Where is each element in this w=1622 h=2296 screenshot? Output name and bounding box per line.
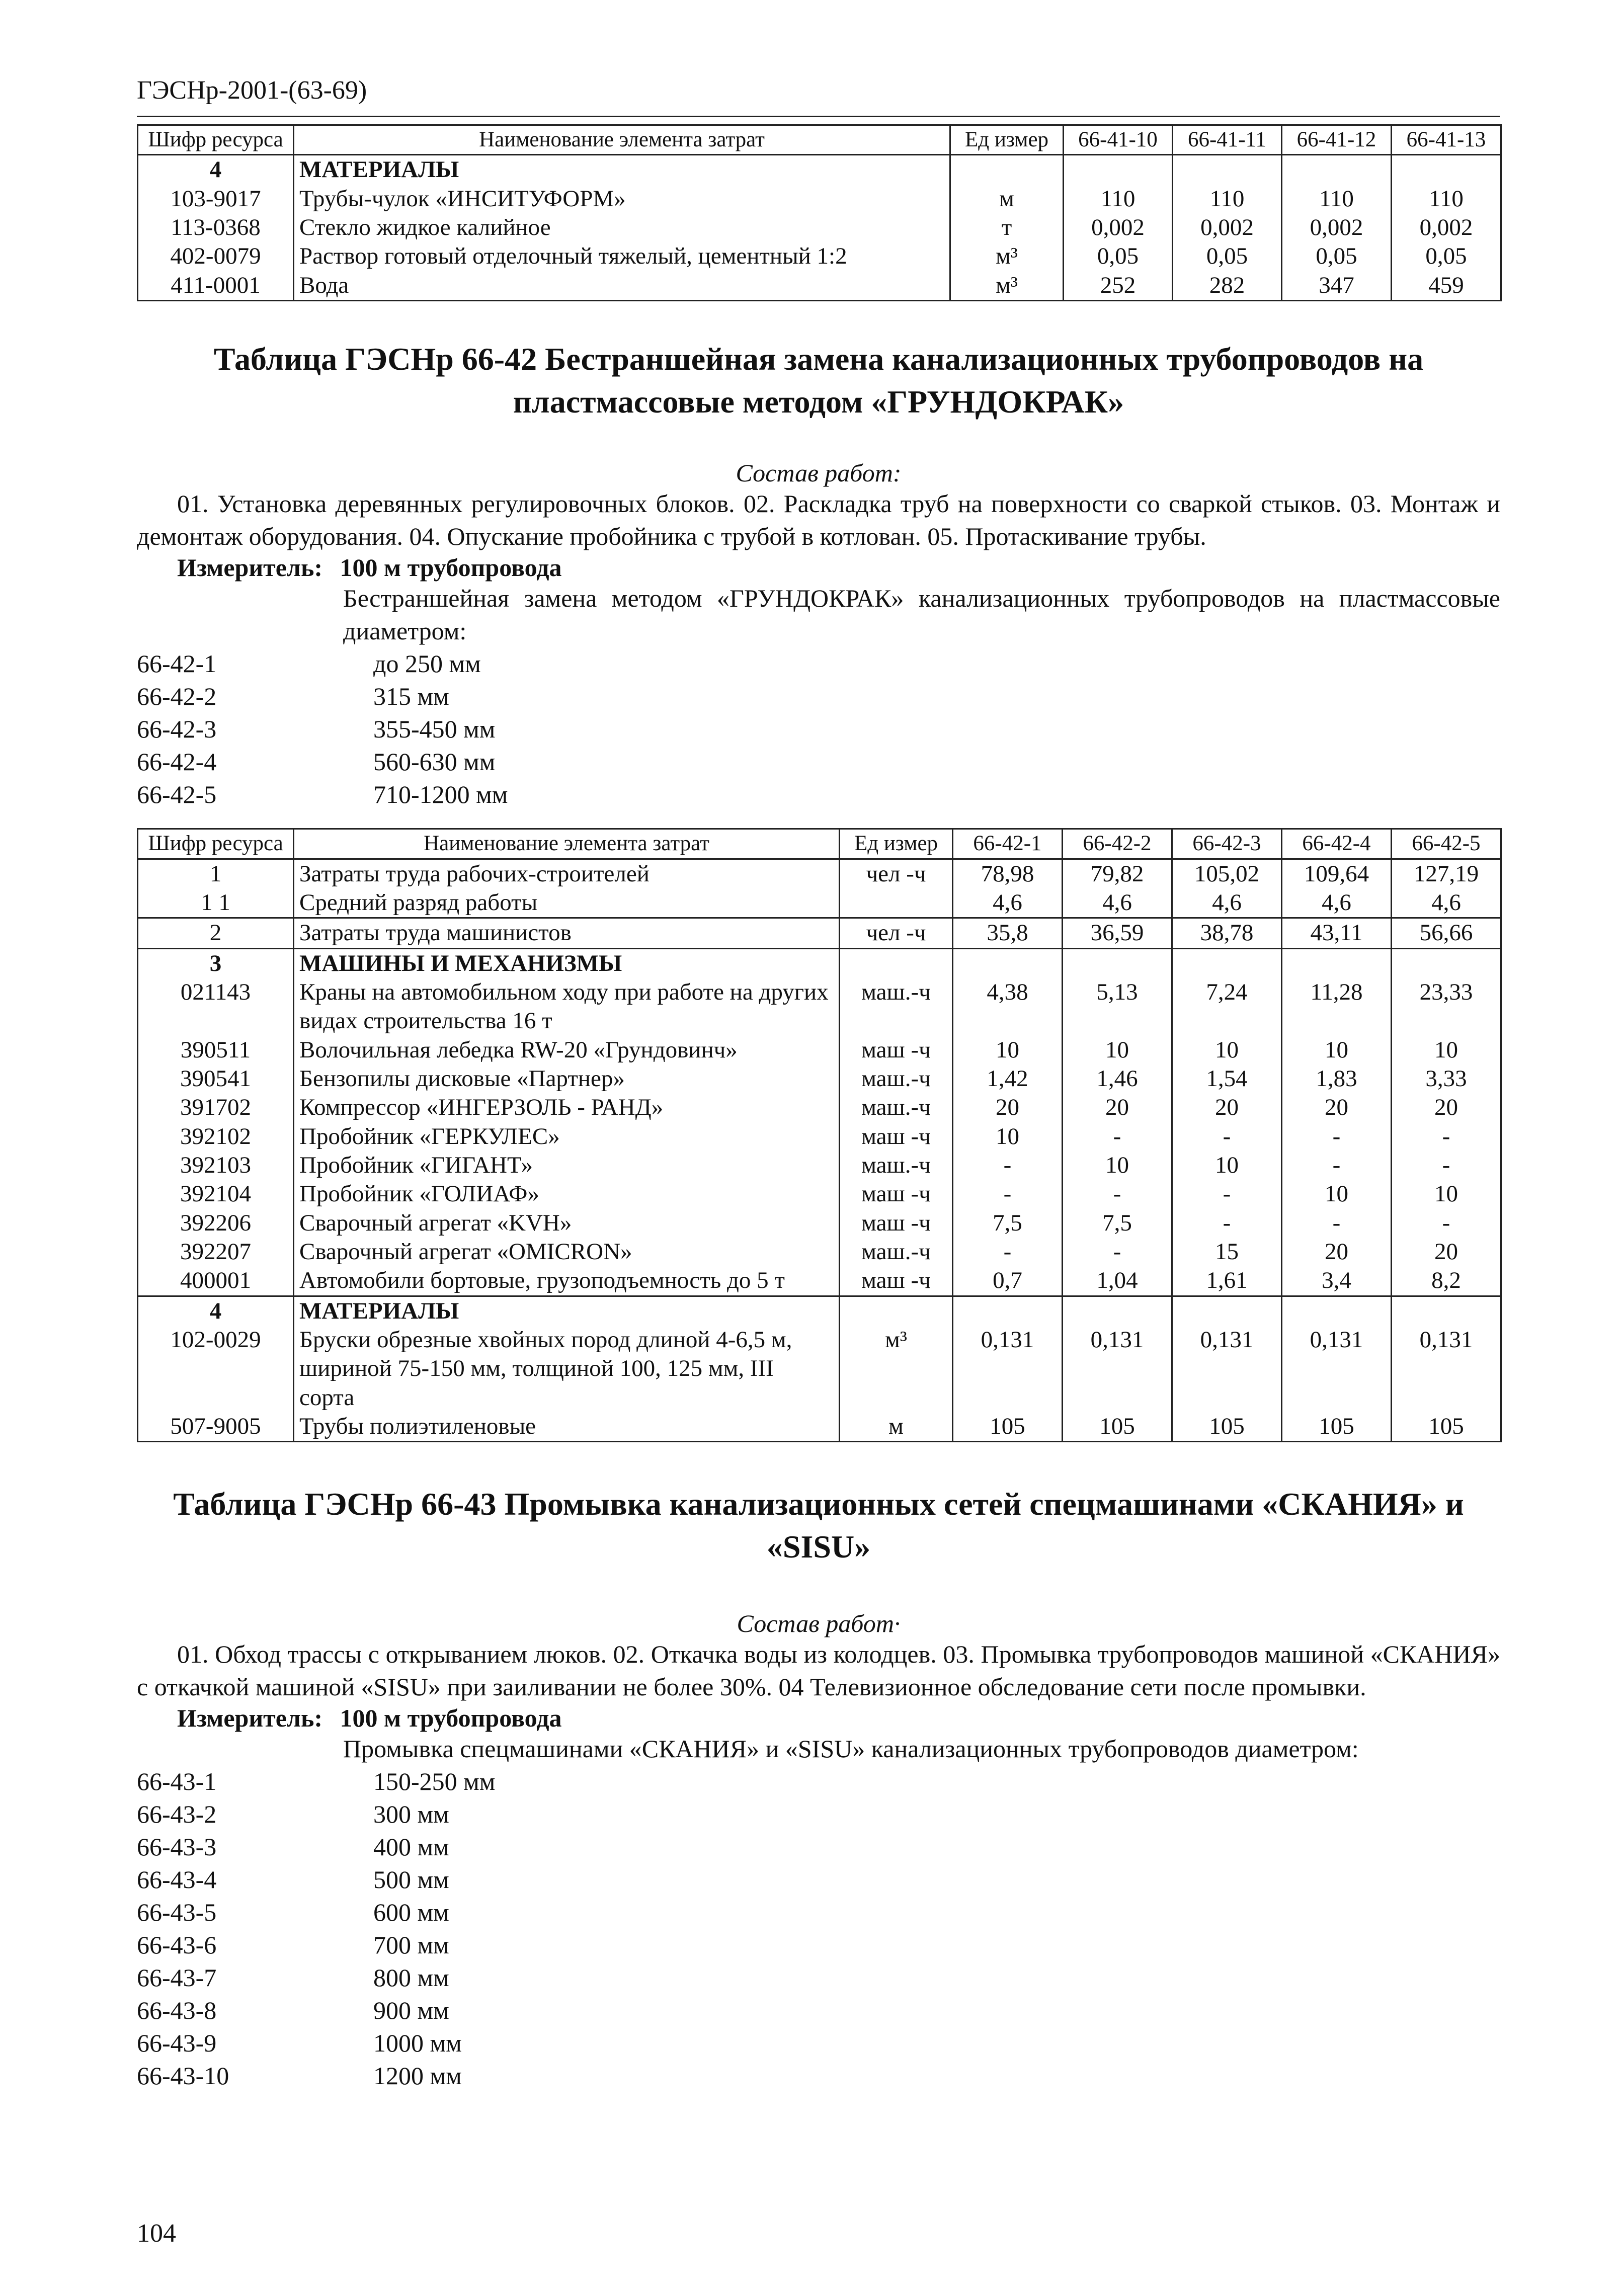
- unit: маш.-ч: [840, 978, 953, 1036]
- table-row: [138, 1326, 1501, 1412]
- cost-element-name: Краны на автомобильном ходу при работе на других видах строительства 16 т: [294, 978, 840, 1036]
- codes-list-66-43: [137, 1765, 1500, 2092]
- measure-line: [177, 1703, 1500, 1733]
- unit: маш.-ч: [840, 1238, 953, 1266]
- code-row: [137, 647, 1500, 680]
- cost-element-name: МАТЕРИАЛЫ: [294, 155, 950, 185]
- norm-code: 66-43-7: [137, 1963, 217, 1992]
- value-cell: 105: [1282, 1412, 1392, 1442]
- norm-code: 66-43-10: [137, 2061, 229, 2090]
- cost-element-name: Средний разряд работы: [294, 888, 840, 918]
- value-cell: 0,131: [1282, 1326, 1392, 1412]
- resource-code: 2: [138, 918, 294, 948]
- code-row: [137, 2060, 1500, 2092]
- table-row: [138, 271, 1501, 301]
- document-page: [137, 75, 1500, 2092]
- value-cell: [1282, 948, 1392, 978]
- value-cell: 0,131: [1172, 1326, 1282, 1412]
- value-cell: 10: [1063, 1151, 1172, 1180]
- norm-code: 66-43-4: [137, 1865, 217, 1894]
- code-row: [137, 1961, 1500, 1994]
- unit: маш -ч: [840, 1266, 953, 1296]
- column-header: 66-41-11: [1173, 125, 1282, 155]
- value-cell: -: [1063, 1238, 1172, 1266]
- works-description: 01. Обход трассы с открыванием люков. 02. Откачка воды из колодцев. 03. Промывка трубопроводов машиной «СКАНИЯ» с откачкой машиной «SISU» при заиливании не более 30%. 04 Телевизионное обследование сети после промывки.: [137, 1639, 1500, 1701]
- norm-description: 900 мм: [373, 1996, 449, 2024]
- norm-description: 1000 мм: [373, 2028, 462, 2057]
- unit: [840, 888, 953, 918]
- table-row: [138, 888, 1501, 918]
- value-cell: 459: [1392, 271, 1501, 301]
- norm-description: 300 мм: [373, 1799, 449, 1828]
- table-row: [138, 1064, 1501, 1093]
- value-cell: 7,24: [1172, 978, 1282, 1036]
- cost-element-name: Сварочный агрегат «OMICRON»: [294, 1238, 840, 1266]
- value-cell: 10: [1392, 1036, 1501, 1064]
- norm-code: 66-43-6: [137, 1930, 217, 1959]
- unit: [840, 948, 953, 978]
- value-cell: -: [953, 1180, 1063, 1208]
- cost-element-name: Компрессор «ИНГЕРЗОЛЬ - РАНД»: [294, 1093, 840, 1122]
- resource-code: 4: [138, 1296, 294, 1326]
- value-cell: 4,6: [1282, 888, 1392, 918]
- norm-code: 66-43-3: [137, 1832, 217, 1861]
- value-cell: 0,131: [953, 1326, 1063, 1412]
- value-cell: 105: [1172, 1412, 1282, 1442]
- norm-code: 66-42-2: [137, 682, 217, 711]
- unit: м: [840, 1412, 953, 1442]
- unit: маш -ч: [840, 1122, 953, 1151]
- cost-element-name: МАШИНЫ И МЕХАНИЗМЫ: [294, 948, 840, 978]
- value-cell: 1,61: [1172, 1266, 1282, 1296]
- value-cell: 10: [1282, 1180, 1392, 1208]
- resource-code: 400001: [138, 1266, 294, 1296]
- resource-code: 392207: [138, 1238, 294, 1266]
- value-cell: 4,6: [1392, 888, 1501, 918]
- codes-intro: Промывка спецмашинами «СКАНИЯ» и «SISU» канализационных трубопроводов диаметром:: [343, 1734, 1359, 1763]
- unit: м³: [840, 1326, 953, 1412]
- unit: чел -ч: [840, 918, 953, 948]
- value-cell: [1064, 155, 1173, 185]
- column-header: 66-41-10: [1064, 125, 1173, 155]
- table-row: [138, 185, 1501, 213]
- value-cell: 3,33: [1392, 1064, 1501, 1093]
- code-row: [137, 778, 1500, 811]
- column-header: 66-41-12: [1282, 125, 1392, 155]
- value-cell: 5,13: [1063, 978, 1172, 1036]
- measure-label: Измеритель:: [177, 1703, 323, 1732]
- table-row: [138, 242, 1501, 271]
- column-header: Ед измер: [840, 829, 953, 859]
- norm-code: 66-42-3: [137, 715, 217, 744]
- value-cell: 110: [1392, 185, 1501, 213]
- value-cell: 56,66: [1392, 918, 1501, 948]
- value-cell: [1392, 1296, 1501, 1326]
- measure-label: Измеритель:: [177, 553, 323, 582]
- unit: м³: [950, 271, 1064, 301]
- cost-element-name: Пробойник «ГОЛИАФ»: [294, 1180, 840, 1208]
- value-cell: 0,7: [953, 1266, 1063, 1296]
- code-row: [137, 1798, 1500, 1831]
- cost-element-name: Затраты труда рабочих-строителей: [294, 859, 840, 888]
- table-row: [138, 1093, 1501, 1122]
- value-cell: 109,64: [1282, 859, 1392, 888]
- unit: м³: [950, 242, 1064, 271]
- column-header: Шифр ресурса: [138, 829, 294, 859]
- value-cell: 4,6: [953, 888, 1063, 918]
- resource-code: 390511: [138, 1036, 294, 1064]
- cost-element-name: Автомобили бортовые, грузоподъемность до 5 т: [294, 1266, 840, 1296]
- cost-element-name: Пробойник «ГЕРКУЛЕС»: [294, 1122, 840, 1151]
- value-cell: 20: [1172, 1093, 1282, 1122]
- value-cell: 78,98: [953, 859, 1063, 888]
- value-cell: [953, 948, 1063, 978]
- unit: [840, 1296, 953, 1326]
- value-cell: -: [953, 1238, 1063, 1266]
- norm-code: 66-43-9: [137, 2028, 217, 2057]
- norm-code: 66-42-4: [137, 748, 217, 776]
- section-title-66-43: Таблица ГЭСНр 66-43 Промывка канализационных сетей спецмашинами «СКАНИЯ» и «SISU»: [173, 1486, 1464, 1565]
- column-header: 66-42-4: [1282, 829, 1392, 859]
- value-cell: -: [1063, 1122, 1172, 1151]
- table-row: [138, 918, 1501, 948]
- resource-code: 102-0029: [138, 1326, 294, 1412]
- works-label: Состав работ:: [736, 459, 902, 487]
- value-cell: -: [1282, 1122, 1392, 1151]
- column-header: Наименование элемента затрат: [294, 125, 950, 155]
- works-label: Состав работ·: [737, 1609, 901, 1637]
- value-cell: 4,6: [1172, 888, 1282, 918]
- value-cell: 20: [1392, 1093, 1501, 1122]
- norm-description: 600 мм: [373, 1898, 449, 1926]
- value-cell: 105,02: [1172, 859, 1282, 888]
- value-cell: [1063, 948, 1172, 978]
- value-cell: 0,002: [1282, 213, 1392, 242]
- table-row: [138, 1151, 1501, 1180]
- value-cell: -: [1392, 1209, 1501, 1238]
- unit: маш -ч: [840, 1036, 953, 1064]
- value-cell: 10: [953, 1122, 1063, 1151]
- value-cell: 4,6: [1063, 888, 1172, 918]
- value-cell: -: [1172, 1180, 1282, 1208]
- page-number: 104: [137, 2219, 176, 2248]
- value-cell: 1,54: [1172, 1064, 1282, 1093]
- table-row: [138, 155, 1501, 185]
- value-cell: [1392, 948, 1501, 978]
- norm-code: 66-42-5: [137, 780, 217, 809]
- value-cell: 20: [1282, 1238, 1392, 1266]
- cost-element-name: Бензопилы дисковые «Партнер»: [294, 1064, 840, 1093]
- header-row: [138, 829, 1501, 859]
- resource-code: 392103: [138, 1151, 294, 1180]
- norm-description: 800 мм: [373, 1963, 449, 1992]
- value-cell: -: [1172, 1122, 1282, 1151]
- value-cell: [1282, 1296, 1392, 1326]
- cost-element-name: МАТЕРИАЛЫ: [294, 1296, 840, 1326]
- table-row: [138, 1209, 1501, 1238]
- value-cell: 20: [1063, 1093, 1172, 1122]
- value-cell: 10: [1063, 1036, 1172, 1064]
- norm-description: 710-1200 мм: [373, 780, 508, 809]
- column-header: 66-42-1: [953, 829, 1063, 859]
- norm-description: до 250 мм: [373, 649, 481, 678]
- column-header: 66-42-2: [1063, 829, 1172, 859]
- value-cell: -: [1282, 1151, 1392, 1180]
- value-cell: 20: [1282, 1093, 1392, 1122]
- value-cell: 105: [1063, 1412, 1172, 1442]
- code-row: [137, 2027, 1500, 2060]
- value-cell: 23,33: [1392, 978, 1501, 1036]
- resource-code: 1 1: [138, 888, 294, 918]
- value-cell: 4,38: [953, 978, 1063, 1036]
- value-cell: 15: [1172, 1238, 1282, 1266]
- value-cell: 1,04: [1063, 1266, 1172, 1296]
- resource-code: 103-9017: [138, 185, 294, 213]
- norm-description: 500 мм: [373, 1865, 449, 1894]
- column-header: 66-42-3: [1172, 829, 1282, 859]
- unit: маш -ч: [840, 1180, 953, 1208]
- section-title-66-42: Таблица ГЭСНр 66-42 Бестраншейная замена канализационных трубопроводов на пластмассовые методом «ГРУНДОКРАК»: [213, 341, 1424, 420]
- unit: маш.-ч: [840, 1093, 953, 1122]
- value-cell: 20: [1392, 1238, 1501, 1266]
- measure-line: [177, 553, 1500, 582]
- value-cell: 10: [1282, 1036, 1392, 1064]
- column-header: Шифр ресурса: [138, 125, 294, 155]
- codes-intro: Бестраншейная замена методом «ГРУНДОКРАК» канализационных трубопроводов на пластмассовые диаметром:: [343, 584, 1500, 645]
- resource-code: 507-9005: [138, 1412, 294, 1442]
- value-cell: 10: [1392, 1180, 1501, 1208]
- resource-code: 392206: [138, 1209, 294, 1238]
- norm-description: 355-450 мм: [373, 715, 496, 744]
- running-head: ГЭСНр-2001-(63-69): [137, 75, 1500, 117]
- code-row: [137, 1831, 1500, 1863]
- codes-list-66-42: [137, 647, 1500, 811]
- value-cell: 11,28: [1282, 978, 1392, 1036]
- value-cell: 10: [1172, 1036, 1282, 1064]
- cost-element-name: Трубы-чулок «ИНСИТУФОРМ»: [294, 185, 950, 213]
- resource-code: 391702: [138, 1093, 294, 1122]
- value-cell: 10: [1172, 1151, 1282, 1180]
- table-row: [138, 1296, 1501, 1326]
- unit: м: [950, 185, 1064, 213]
- value-cell: 110: [1064, 185, 1173, 213]
- value-cell: 105: [953, 1412, 1063, 1442]
- code-row: [137, 1896, 1500, 1929]
- value-cell: [1282, 155, 1392, 185]
- value-cell: 0,05: [1064, 242, 1173, 271]
- table-row: [138, 1122, 1501, 1151]
- resource-code: 392104: [138, 1180, 294, 1208]
- value-cell: -: [953, 1151, 1063, 1180]
- value-cell: 38,78: [1172, 918, 1282, 948]
- value-cell: 110: [1173, 185, 1282, 213]
- code-row: [137, 680, 1500, 713]
- value-cell: 35,8: [953, 918, 1063, 948]
- column-header: 66-41-13: [1392, 125, 1501, 155]
- resource-code: 021143: [138, 978, 294, 1036]
- value-cell: 252: [1064, 271, 1173, 301]
- value-cell: 3,4: [1282, 1266, 1392, 1296]
- value-cell: [1172, 948, 1282, 978]
- value-cell: 0,131: [1392, 1326, 1501, 1412]
- code-row: [137, 1994, 1500, 2027]
- value-cell: 7,5: [1063, 1209, 1172, 1238]
- measure-value: 100 м трубопровода: [340, 1703, 562, 1732]
- unit: маш.-ч: [840, 1151, 953, 1180]
- value-cell: 79,82: [1063, 859, 1172, 888]
- value-cell: 1,46: [1063, 1064, 1172, 1093]
- value-cell: -: [1172, 1209, 1282, 1238]
- norm-code: 66-43-1: [137, 1767, 217, 1795]
- cost-element-name: Пробойник «ГИГАНТ»: [294, 1151, 840, 1180]
- cost-element-name: Стекло жидкое калийное: [294, 213, 950, 242]
- unit: чел -ч: [840, 859, 953, 888]
- unit: маш -ч: [840, 1209, 953, 1238]
- table-row: [138, 1238, 1501, 1266]
- value-cell: 110: [1282, 185, 1392, 213]
- code-row: [137, 746, 1500, 778]
- resource-code: 113-0368: [138, 213, 294, 242]
- cost-element-name: Вода: [294, 271, 950, 301]
- value-cell: 7,5: [953, 1209, 1063, 1238]
- norm-description: 400 мм: [373, 1832, 449, 1861]
- table-row: [138, 948, 1501, 978]
- value-cell: 282: [1173, 271, 1282, 301]
- norm-code: 66-43-5: [137, 1898, 217, 1926]
- value-cell: 36,59: [1063, 918, 1172, 948]
- norm-description: 560-630 мм: [373, 748, 496, 776]
- value-cell: 20: [953, 1093, 1063, 1122]
- norm-code: 66-43-8: [137, 1996, 217, 2024]
- column-header: Наименование элемента затрат: [294, 829, 840, 859]
- value-cell: 127,19: [1392, 859, 1501, 888]
- cost-element-name: Трубы полиэтиленовые: [294, 1412, 840, 1442]
- table-66-41: [137, 124, 1502, 301]
- norm-description: 700 мм: [373, 1930, 449, 1959]
- measure-value: 100 м трубопровода: [340, 553, 562, 582]
- cost-element-name: Сварочный агрегат «KVH»: [294, 1209, 840, 1238]
- table-row: [138, 213, 1501, 242]
- value-cell: [1173, 155, 1282, 185]
- value-cell: -: [1063, 1180, 1172, 1208]
- table-66-42: [137, 828, 1502, 1442]
- norm-code: 66-43-2: [137, 1799, 217, 1828]
- table-row: [138, 1266, 1501, 1296]
- value-cell: 0,131: [1063, 1326, 1172, 1412]
- value-cell: [953, 1296, 1063, 1326]
- header-row: [138, 125, 1501, 155]
- cost-element-name: Раствор готовый отделочный тяжелый, цементный 1:2: [294, 242, 950, 271]
- value-cell: [1392, 155, 1501, 185]
- value-cell: -: [1392, 1151, 1501, 1180]
- value-cell: 0,05: [1282, 242, 1392, 271]
- value-cell: 10: [953, 1036, 1063, 1064]
- resource-code: 411-0001: [138, 271, 294, 301]
- value-cell: 8,2: [1392, 1266, 1501, 1296]
- works-description: 01. Установка деревянных регулировочных блоков. 02. Раскладка труб на поверхности со сваркой стыков. 03. Монтаж и демонтаж оборудования. 04. Опускание пробойника с трубой в котлован. 05. Протаскивание трубы.: [137, 489, 1500, 551]
- cost-element-name: Затраты труда машинистов: [294, 918, 840, 948]
- norm-description: 315 мм: [373, 682, 449, 711]
- table-row: [138, 1412, 1501, 1442]
- resource-code: 402-0079: [138, 242, 294, 271]
- resource-code: 3: [138, 948, 294, 978]
- table-row: [138, 1180, 1501, 1208]
- value-cell: 0,002: [1173, 213, 1282, 242]
- resource-code: 1: [138, 859, 294, 888]
- resource-code: 392102: [138, 1122, 294, 1151]
- column-header: Ед измер: [950, 125, 1064, 155]
- norm-description: 1200 мм: [373, 2061, 462, 2090]
- value-cell: -: [1392, 1122, 1501, 1151]
- code-row: [137, 1929, 1500, 1961]
- value-cell: 43,11: [1282, 918, 1392, 948]
- table-row: [138, 978, 1501, 1036]
- value-cell: [1063, 1296, 1172, 1326]
- value-cell: 0,002: [1392, 213, 1501, 242]
- unit: [950, 155, 1064, 185]
- cost-element-name: Волочильная лебедка RW-20 «Грундовинч»: [294, 1036, 840, 1064]
- norm-description: 150-250 мм: [373, 1767, 496, 1795]
- cost-element-name: Бруски обрезные хвойных пород длиной 4-6,5 м, шириной 75-150 мм, толщиной 100, 125 мм, III сорта: [294, 1326, 840, 1412]
- value-cell: 1,42: [953, 1064, 1063, 1093]
- value-cell: 0,05: [1392, 242, 1501, 271]
- unit: т: [950, 213, 1064, 242]
- value-cell: 0,002: [1064, 213, 1173, 242]
- code-row: [137, 1765, 1500, 1798]
- value-cell: 105: [1392, 1412, 1501, 1442]
- table-row: [138, 1036, 1501, 1064]
- resource-code: 4: [138, 155, 294, 185]
- table-row: [138, 859, 1501, 888]
- code-row: [137, 1863, 1500, 1896]
- resource-code: 390541: [138, 1064, 294, 1093]
- value-cell: -: [1282, 1209, 1392, 1238]
- norm-code: 66-42-1: [137, 649, 217, 678]
- value-cell: 347: [1282, 271, 1392, 301]
- column-header: 66-42-5: [1392, 829, 1501, 859]
- value-cell: [1172, 1296, 1282, 1326]
- value-cell: 1,83: [1282, 1064, 1392, 1093]
- unit: маш.-ч: [840, 1064, 953, 1093]
- value-cell: 0,05: [1173, 242, 1282, 271]
- code-row: [137, 713, 1500, 746]
